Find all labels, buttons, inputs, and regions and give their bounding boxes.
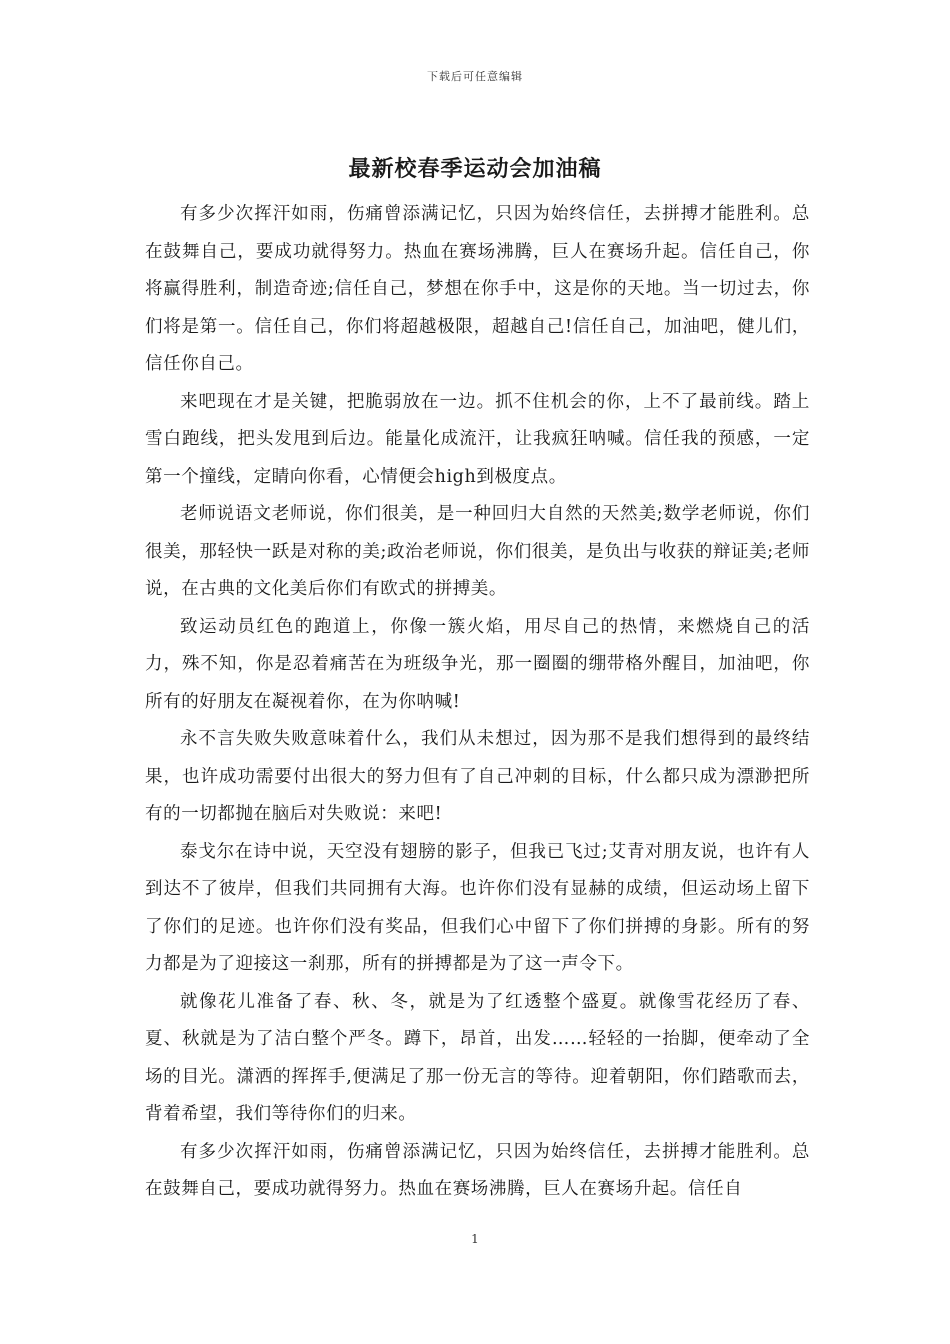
document-title: 最新校春季运动会加油稿 <box>348 156 602 182</box>
paragraph: 致运动员红色的跑道上，你像一簇火焰，用尽自己的热情，来燃烧自己的活力，殊不知，你是忍着痛苦在为班级争光，那一圈圈的绷带格外醒目，加油吧，你所有的好朋友在凝视着你，在为你呐喊! <box>145 616 810 712</box>
header-note: 下载后可任意编辑 <box>427 70 523 83</box>
paragraph: 就像花儿准备了春、秋、冬，就是为了红透整个盛夏。就像雪花经历了春、夏、秋就是为了洁白整个严冬。蹲下，昂首，出发……轻轻的一抬脚，便牵动了全场的目光。潇洒的挥挥手,便满足了那一份无言的等待。迎着朝阳，你们踏歌而去，背着希望，我们等待你们的归来。 <box>145 991 810 1124</box>
paragraph: 有多少次挥汗如雨，伤痛曾添满记忆，只因为始终信任，去拼搏才能胜利。总在鼓舞自己，要成功就得努力。热血在赛场沸腾，巨人在赛场升起。信任自 <box>145 1141 810 1199</box>
paragraph: 来吧现在才是关键，把脆弱放在一边。抓不住机会的你，上不了最前线。踏上雪白跑线，把头发甩到后边。能量化成流汗，让我疯狂呐喊。信任我的预感，一定第一个撞线，定睛向你看，心情便会high到极度点。 <box>145 391 810 487</box>
paragraph: 泰戈尔在诗中说，天空没有翅膀的影子，但我已飞过;艾青对朋友说，也许有人到达不了彼岸，但我们共同拥有大海。也许你们没有显赫的成绩，但运动场上留下了你们的足迹。也许你们没有奖品，但我们心中留下了你们拼搏的身影。所有的努力都是为了迎接这一刹那，所有的拼搏都是为了这一声令下。 <box>145 841 810 974</box>
document-body <box>145 196 810 1209</box>
page-number: 1 <box>471 1232 479 1246</box>
paragraph: 永不言失败失败意味着什么，我们从未想过，因为那不是我们想得到的最终结果，也许成功需要付出很大的努力但有了自己冲刺的目标，什么都只成为漂渺把所有的一切都抛在脑后对失败说：来吧! <box>145 729 810 824</box>
paragraph: 老师说语文老师说，你们很美，是一种回归大自然的天然美;数学老师说，你们很美，那轻快一跃是对称的美;政治老师说，你们很美，是负出与收获的辩证美;老师说，在古典的文化美后你们有欧式的拼搏美。 <box>145 504 810 599</box>
paragraph: 有多少次挥汗如雨，伤痛曾添满记忆，只因为始终信任，去拼搏才能胜利。总在鼓舞自己，要成功就得努力。热血在赛场沸腾，巨人在赛场升起。信任自己，你将赢得胜利，制造奇迹;信任自己，梦想在你手中，这是你的天地。当一切过去，你们将是第一。信任自己，你们将超越极限，超越自己!信任自己，加油吧，健儿们，信任你自己。 <box>145 204 810 374</box>
